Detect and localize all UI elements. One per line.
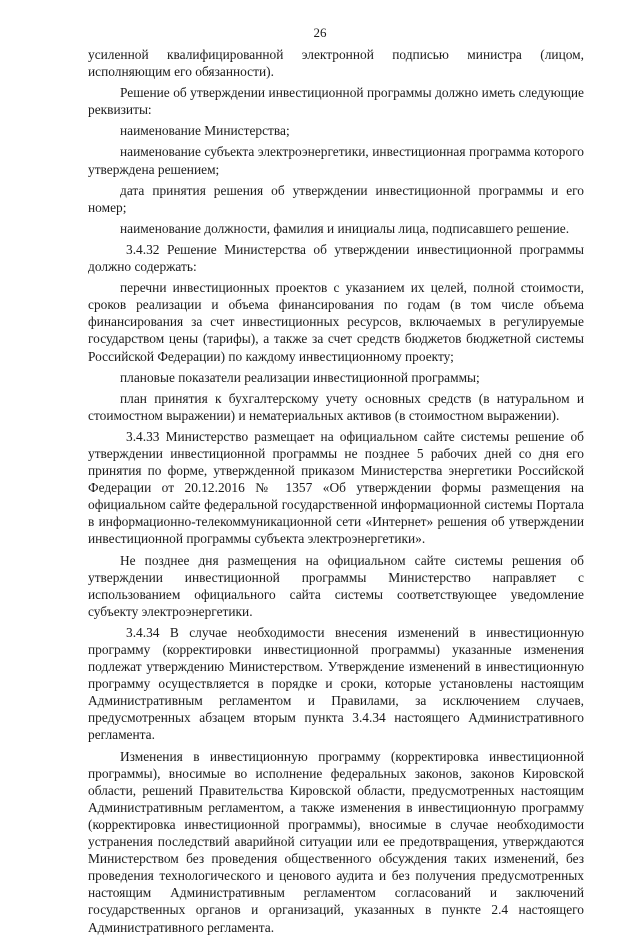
paragraph: Не позднее дня размещения на официальном сайте системы решения об утверждении инвестиционной программы Министерство направляет с использованием официального сайта системы соответствующее уведомление субъекту электроэнергетики. <box>88 552 584 619</box>
paragraph: Изменения в инвестиционную программу (корректировка инвестиционной программы), вносимые во исполнение федеральных законов, законов Кировской области, решений Правительства Кировской области, предусмотренных настоящим Административным регламентом, а также изменения в инвестиционную программу (корректировка инвестиционной программы), вносимые в случае необходимости устранения последствий аварийной ситуации или ее предотвращения, утверждаются Министерством без проведения общественного обсуждения таких изменений, без проведения технологического и ценового аудита и без получения предусмотренных настоящим Административным регламентом согласований и заключений государственных органов и организаций, указанных в пункте 2.4 настоящего Административного регламента. <box>88 748 584 935</box>
paragraph: 3.4.32 Решение Министерства об утверждении инвестиционной программы должно содержать: <box>88 241 584 275</box>
document-body <box>88 46 584 936</box>
page-number: 26 <box>313 25 327 40</box>
paragraph: перечни инвестиционных проектов с указанием их целей, полной стоимости, сроков реализации и объема финансирования по годам (в том числе объема финансирования за счет инвестиционных ресурсов, включаемых в регулируемые государством цены (тарифы), а также за счет средств бюджетов бюджетной системы Российской Федерации) по каждому инвестиционному проекту; <box>88 280 584 364</box>
paragraph: 3.4.33 Министерство размещает на официальном сайте системы решение об утверждении инвестиционной программы не позднее 5 рабочих дней со дня его принятия по форме, утвержденной приказом Министерства энергетики Российской Федерации от 20.12.2016 № 1357 «Об утверждении формы размещения на официальном сайте федеральной государственной информационной системы Портала в информационно-телекоммуникационной сети «Интернет» решения об утверждении инвестиционной программы субъекта электроэнергетики». <box>88 428 584 547</box>
paragraph: 3.4.34 В случае необходимости внесения изменений в инвестиционную программу (корректировки инвестиционной программы) указанные изменения подлежат утверждению Министерством. Утверждение изменений в инвестиционную программу осуществляется в порядке и сроки, которые установлены настоящим Административным регламентом и Правилами, за исключением случаев, предусмотренных абзацем вторым пункта 3.4.34 настоящего Административного регламента. <box>88 624 584 743</box>
paragraph: план принятия к бухгалтерскому учету основных средств (в натуральном и стоимостном выражении) и нематериальных активов (в стоимостном выражении). <box>88 390 584 423</box>
paragraph: Решение об утверждении инвестиционной программы должно иметь следующие реквизиты: <box>88 85 584 118</box>
paragraph: плановые показатели реализации инвестиционной программы; <box>120 369 480 385</box>
paragraph: наименование субъекта электроэнергетики, инвестиционная программа которого утверждена решением; <box>88 144 584 177</box>
paragraph: наименование должности, фамилия и инициалы лица, подписавшего решение. <box>120 220 570 236</box>
paragraph: усиленной квалифицированной электронной подписью министра (лицом, исполняющим его обязанности). <box>88 47 584 80</box>
paragraph: наименование Министерства; <box>120 123 290 139</box>
paragraph: дата принятия решения об утверждении инвестиционной программы и его номер; <box>88 182 584 215</box>
